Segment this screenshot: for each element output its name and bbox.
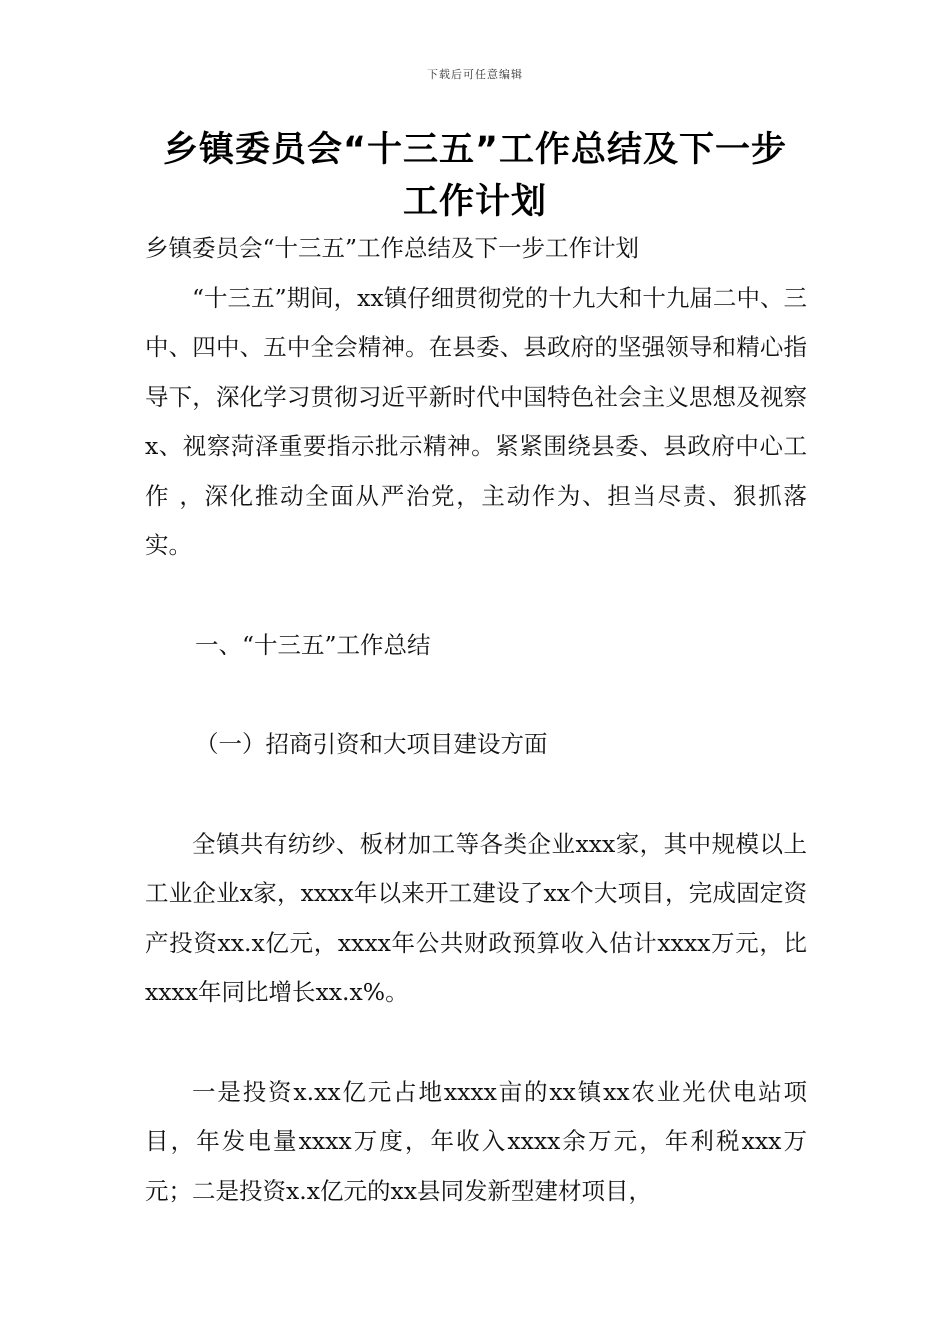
document-title	[120, 124, 830, 228]
title-line-2: 工作计划	[402, 182, 547, 222]
subtitle: 乡镇委员会“十三五”工作总结及下一步工作计划	[145, 234, 640, 262]
paragraph-projects: 一是投资x.xx亿元占地xxxx亩的xx镇xx农业光伏电站项目，年发电量xxxx万度，年收入xxxx余万元，年利税xxx万元；二是投资x.x亿元的xx县同发新型建材项目，	[145, 1077, 807, 1205]
paragraph-intro: “十三五”期间，xx镇仔细贯彻党的十九大和十九届二中、三中、四中、五中全会精神。在县委、县政府的坚强领导和精心指导下，深化学习贯彻习近平新时代中国特色社会主义思想及视察x、视察菏泽重要指示批示精神。紧紧围绕县委、县政府中心工作 ，深化推动全面从严治党，主动作为、担当尽责、狠抓落实。	[145, 283, 807, 559]
title-line-1: 乡镇委员会“十三五”工作总结及下一步	[162, 130, 787, 170]
section-heading-2: （一）招商引资和大项目建设方面	[195, 730, 548, 758]
section-heading-1: 一、“十三五”工作总结	[195, 630, 431, 659]
header-note: 下载后可任意编辑	[427, 68, 523, 81]
paragraph-investment: 全镇共有纺纱、板材加工等各类企业xxx家，其中规模以上工业企业x家，xxxx年以来开工建设了xx个大项目，完成固定资产投资xx.x亿元，xxxx年公共财政预算收入估计xxxx万元，比xxxx年同比增长xx.x%。	[145, 829, 807, 1006]
document-body	[145, 224, 807, 1216]
